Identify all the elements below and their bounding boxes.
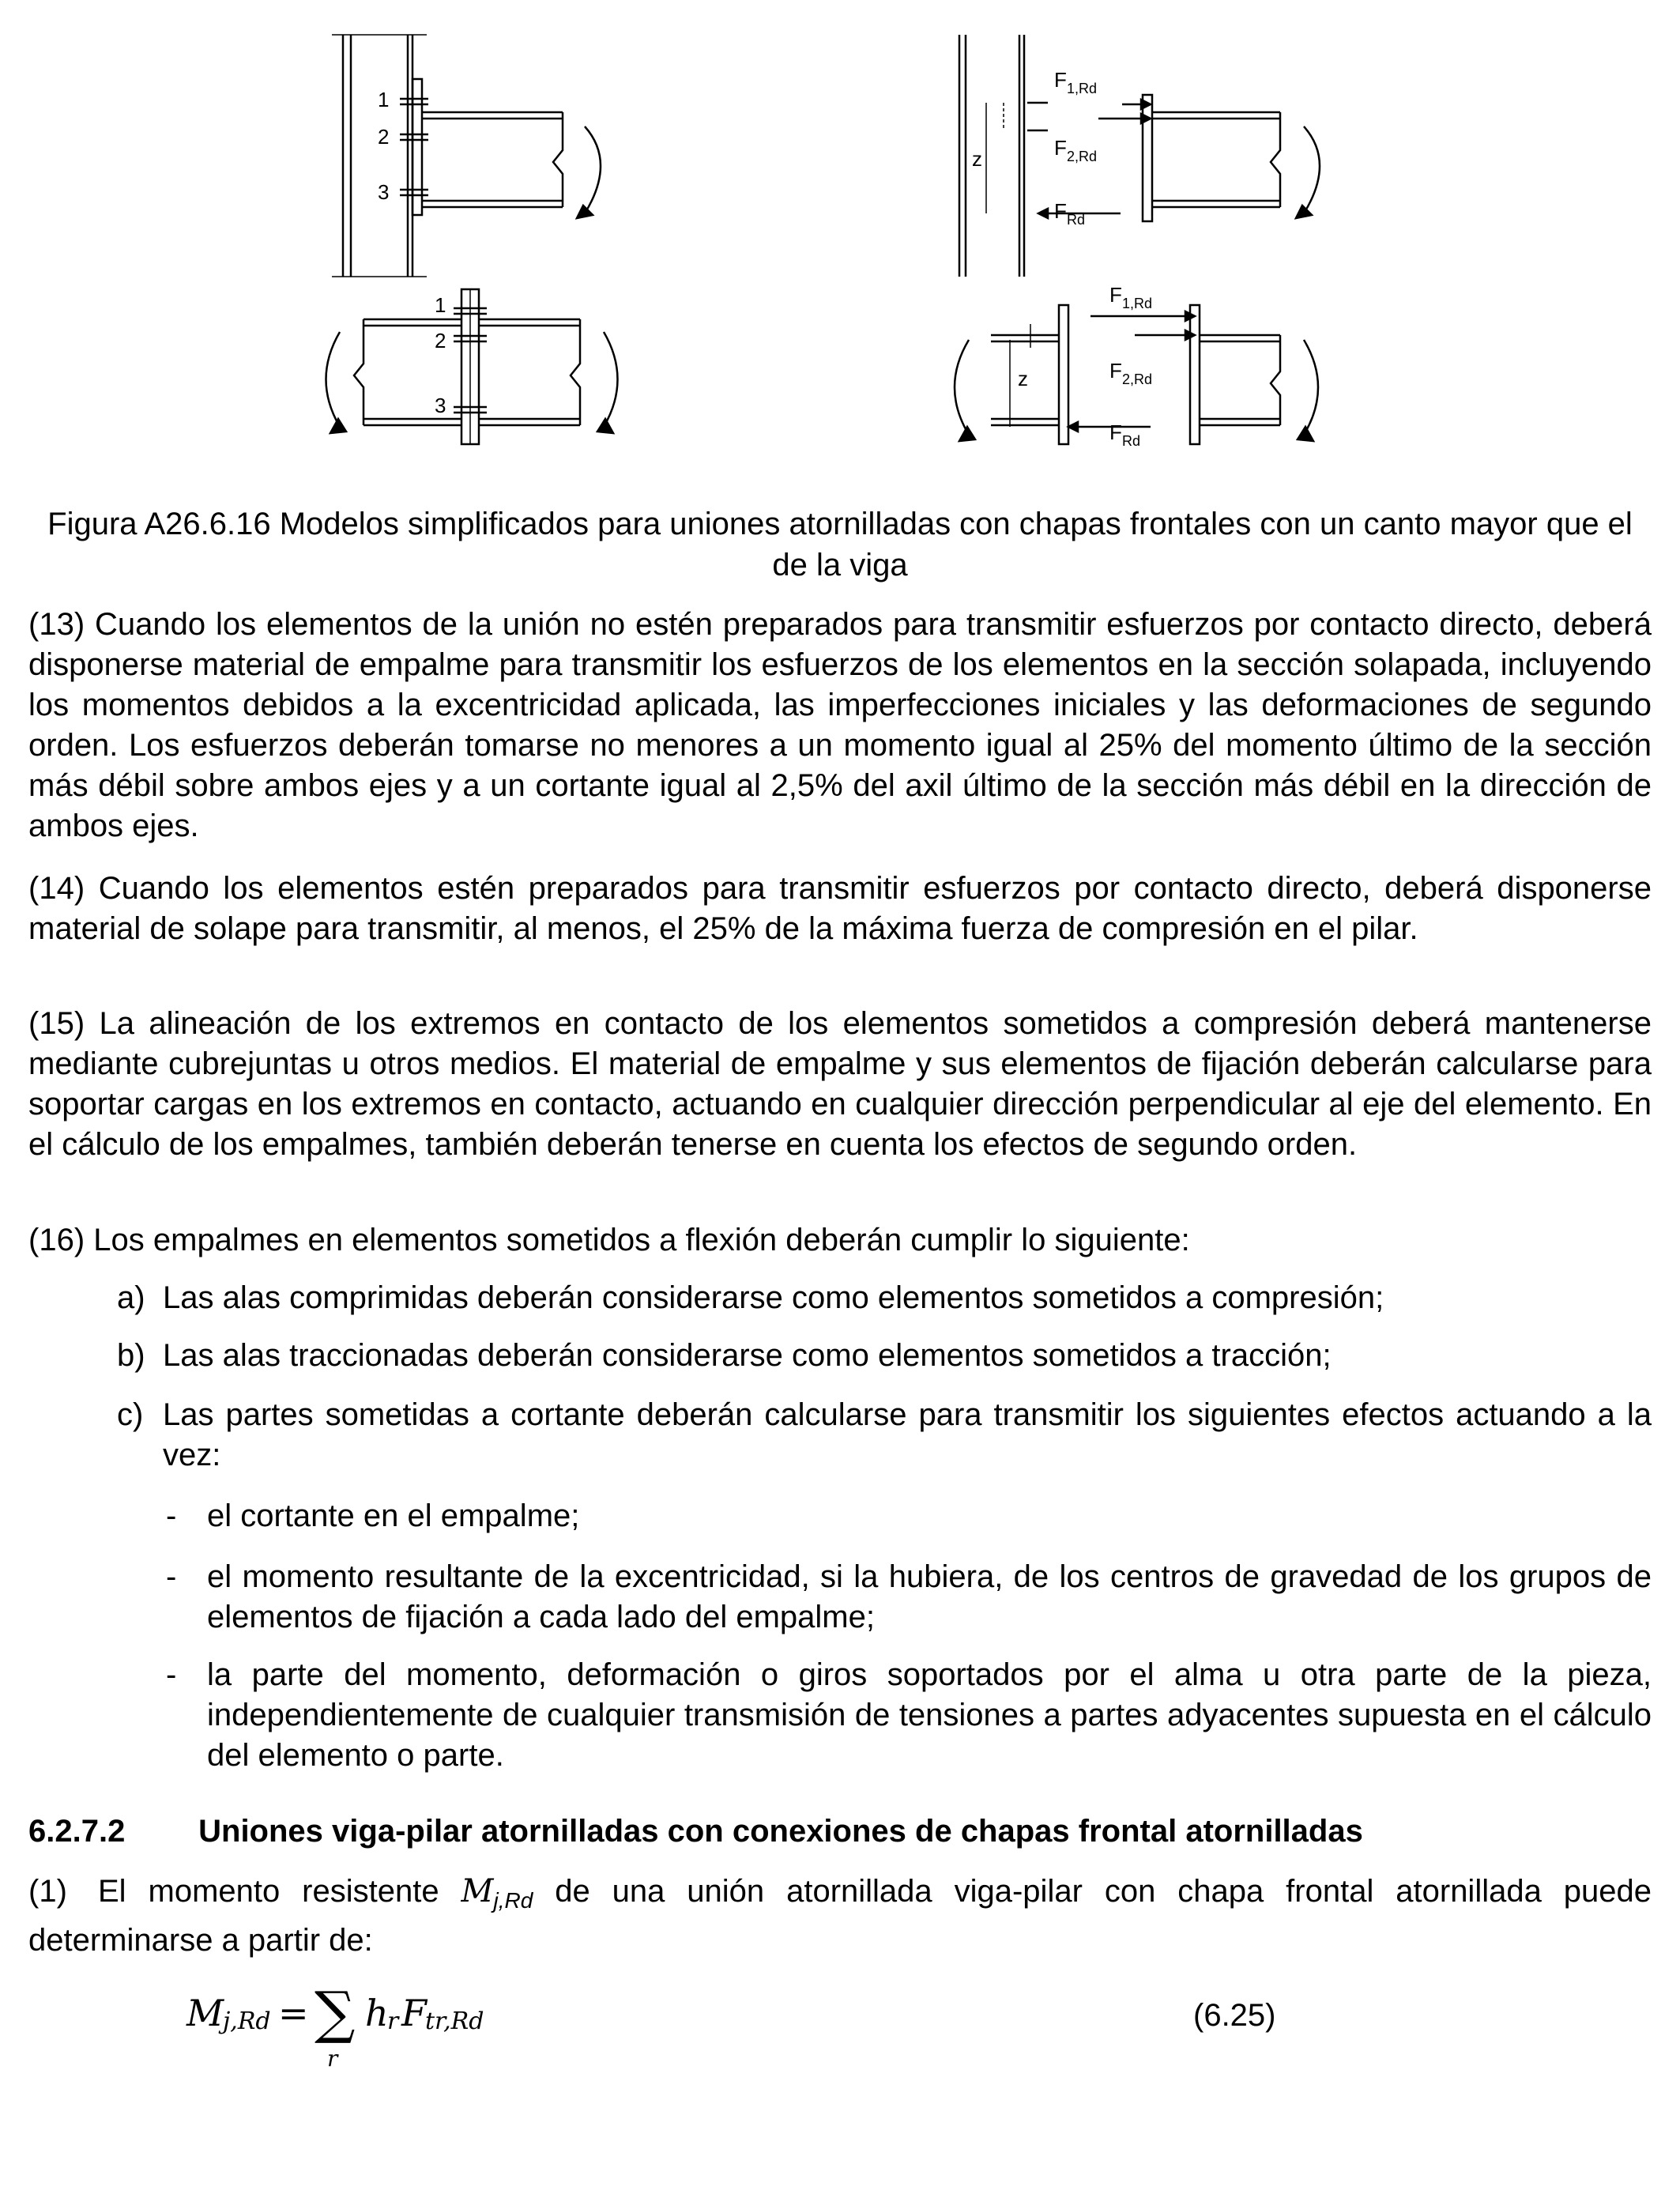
dash-text: la parte del momento, deformación o giros soportados por el alma u otra parte de la pieza, independientemente de cualquier transmisión de tensiones a partes adyacentes supuesta en el cálculo del elemento o parte.	[207, 1657, 1652, 1773]
fig-label-1b: 1	[435, 293, 446, 317]
section-heading	[28, 1811, 1363, 1851]
equation-6-25	[186, 1976, 898, 2071]
dash-item-2	[166, 1557, 1652, 1638]
section-paragraph-1	[28, 1872, 1652, 1961]
paragraph-text: Cuando los elementos de la unión no estén preparados para transmitir esfuerzos por contacto directo, deberá disponerse material de empalme para transmitir los esfuerzos de los elementos en la sección solapada, incluyendo los momentos debidos a la excentricidad aplicada, las imperfecciones iniciales y las deformaciones de segundo orden. Los esfuerzos deberán tomarse no menores a un momento igual al 25% del momento último de la sección más débil sobre ambos ejes y a un cortante igual al 2,5% del axil último de la sección más débil en la dirección de ambos ejes.	[28, 607, 1652, 843]
paragraph-number: (15)	[28, 1006, 85, 1041]
fig-f2-bottom: F	[1109, 359, 1122, 383]
eq-lhs-sub: j,Rd	[223, 2007, 271, 2035]
fig-label-3: 3	[378, 180, 390, 204]
list-label: c)	[117, 1397, 144, 1432]
list-text: Las alas comprimidas deberán considerarse como elementos sometidos a compresión;	[163, 1280, 1384, 1315]
eq-f-sub: tr,Rd	[425, 2007, 484, 2035]
paragraph-15	[28, 1004, 1652, 1165]
eq-lhs: M	[186, 1992, 224, 2034]
eq-sum: ∑	[315, 1979, 356, 2045]
moment-symbol-sub: j,Rd	[493, 1888, 533, 1913]
fig-fr-top: F	[1054, 199, 1067, 223]
paragraph-14	[28, 869, 1652, 949]
fig-label-2: 2	[378, 125, 390, 149]
fig-z-top: z	[972, 147, 982, 171]
paragraph-text: La alineación de los extremos en contacto de los elementos sometidos a compresión deberá mantenerse mediante cubrejuntas u otros medios. El material de empalme y sus elementos de fijación deberán calcularse para soportar cargas en los extremos en contacto, actuando en cualquier dirección perpendicular al eje del elemento. En el cálculo de los empalmes, también deberán tenerse en cuenta los efectos de segundo orden.	[28, 1006, 1652, 1162]
eq-sum-index: r	[327, 2045, 338, 2071]
paragraph-number: (13)	[28, 607, 85, 642]
fig-f2-sub-top: 2,Rd	[1067, 149, 1098, 164]
fig-f1-sub-bottom: 1,Rd	[1122, 296, 1153, 311]
fig-fr-sub-bottom: Rd	[1122, 433, 1141, 449]
eq-h-sub: r	[387, 2007, 399, 2035]
moment-symbol: M	[461, 1873, 494, 1909]
dash-label: -	[166, 1657, 177, 1692]
paragraph-13	[28, 605, 1652, 846]
dash-label: -	[166, 1498, 177, 1533]
list-label: b)	[117, 1338, 145, 1373]
list-item-c	[117, 1395, 1652, 1476]
figure-right-top	[959, 35, 1320, 277]
fig-label-2b: 2	[435, 329, 446, 352]
list-item-a	[117, 1278, 1652, 1318]
fig-f1-top: F	[1054, 68, 1067, 92]
dash-item-1	[166, 1496, 1652, 1536]
equation-number: (6.25)	[1193, 1998, 1276, 2033]
fig-f2-sub-bottom: 2,Rd	[1122, 371, 1153, 387]
paragraph-16	[28, 1220, 1652, 1261]
fig-f1-bottom: F	[1109, 283, 1122, 307]
section-title: Uniones viga-pilar atornilladas con conexiones de chapas frontal atornilladas	[198, 1814, 1363, 1849]
eq-equals: =	[278, 1992, 309, 2034]
paragraph-number: (1)	[28, 1874, 67, 1909]
fig-f1-sub-top: 1,Rd	[1067, 81, 1098, 96]
fig-label-1: 1	[378, 88, 390, 111]
figure-caption: Figura A26.6.16 Modelos simplificados para uniones atornilladas con chapas frontales con un canto mayor que el de la viga	[47, 507, 1633, 582]
paragraph-text-before: El momento resistente	[98, 1874, 461, 1909]
fig-f2-top: F	[1054, 136, 1067, 160]
fig-z-bottom: z	[1018, 367, 1028, 390]
paragraph-number: (16)	[28, 1223, 85, 1257]
paragraph-text-after: de una unión atornillada viga-pilar con chapa frontal atornillada puede determinarse a partir de:	[28, 1874, 1652, 1958]
eq-f: F	[401, 1992, 427, 2034]
fig-label-3b: 3	[435, 394, 446, 417]
section-number: 6.2.7.2	[28, 1814, 126, 1849]
list-item-b	[117, 1336, 1652, 1376]
dash-text: el momento resultante de la excentricidad, si la hubiera, de los centros de gravedad de los grupos de elementos de fijación a cada lado del empalme;	[207, 1559, 1652, 1634]
fig-fr-bottom: F	[1109, 420, 1122, 444]
dash-label: -	[166, 1559, 177, 1594]
fig-fr-sub-top: Rd	[1067, 212, 1086, 228]
paragraph-text: Cuando los elementos estén preparados para transmitir esfuerzos por contacto directo, deberá disponerse material de solape para transmitir, al menos, el 25% de la máxima fuerza de compresión en el pilar.	[28, 871, 1652, 946]
paragraph-text: Los empalmes en elementos sometidos a flexión deberán cumplir lo siguiente:	[93, 1223, 1190, 1257]
list-label: a)	[117, 1280, 145, 1315]
dash-text: el cortante en el empalme;	[207, 1498, 580, 1533]
figure-left-bottom	[326, 289, 618, 444]
figure-left-top	[332, 35, 601, 277]
eq-h: h	[365, 1992, 389, 2034]
paragraph-number: (14)	[28, 871, 85, 906]
list-text: Las alas traccionadas deberán considerarse como elementos sometidos a tracción;	[163, 1338, 1332, 1373]
list-text: Las partes sometidas a cortante deberán calcularse para transmitir los siguientes efectos actuando a la vez:	[163, 1397, 1652, 1472]
dash-item-3	[166, 1655, 1652, 1776]
figure-diagrams	[0, 0, 1680, 474]
